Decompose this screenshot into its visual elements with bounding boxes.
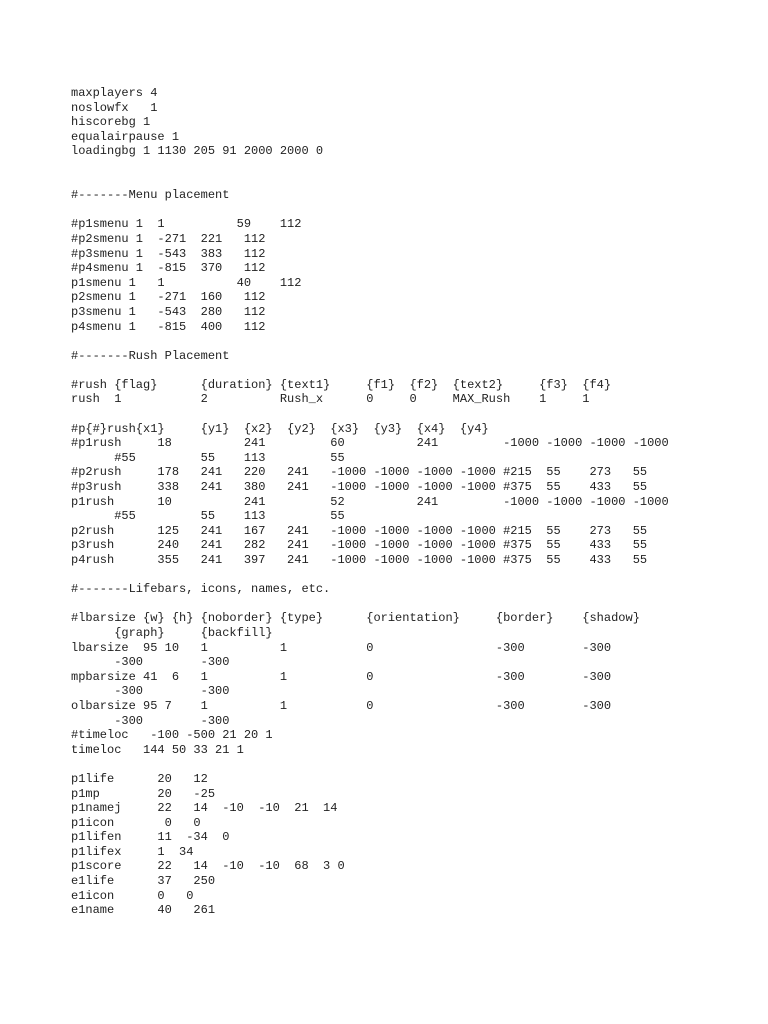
- blank-line: [71, 159, 669, 174]
- text-line: #55 55 113 55: [71, 509, 345, 524]
- text-line: -300 -300: [71, 713, 230, 728]
- text-line: p3rush 240 241 282 241 -1000 -1000 -1000 -1000 #375 55 433 55: [71, 538, 648, 553]
- text-line: p1lifex 1 34: [71, 844, 194, 859]
- text-line: #-------Rush Placement: [71, 348, 230, 363]
- blank-line: [71, 203, 669, 218]
- text-line: #p3rush 338 241 380 241 -1000 -1000 -1000 -1000 #375 55 433 55: [71, 480, 648, 495]
- text-line: mpbarsize 41 6 1 1 0 -300 -300: [71, 669, 612, 684]
- text-line: #p2smenu 1 -271 221 112: [71, 231, 266, 246]
- text-line: p1rush 10 241 52 241 -1000 -1000 -1000 -1000: [71, 494, 669, 509]
- text-line: p1life 20 12: [71, 771, 208, 786]
- text-line: p1icon 0 0: [71, 815, 201, 830]
- text-line: #55 55 113 55: [71, 450, 345, 465]
- text-line: p1smenu 1 1 40 112: [71, 275, 302, 290]
- blank-line: [71, 597, 669, 612]
- text-line: maxplayers 4: [71, 86, 158, 100]
- text-line: timeloc 144 50 33 21 1: [71, 742, 244, 757]
- text-line: e1icon 0 0: [71, 888, 194, 903]
- text-line: #p2rush 178 241 220 241 -1000 -1000 -1000 -1000 #215 55 273 55: [71, 465, 648, 480]
- text-line: #p{#}rush{x1} {y1} {x2} {y2} {x3} {y3} {x4} {y4}: [71, 421, 489, 436]
- text-line: #rush {flag} {duration} {text1} {f1} {f2} {text2} {f3} {f4}: [71, 377, 612, 392]
- blank-line: [71, 757, 669, 772]
- blank-line: [71, 568, 669, 583]
- text-line: #p1rush 18 241 60 241 -1000 -1000 -1000 -1000: [71, 436, 669, 451]
- text-line: lbarsize 95 10 1 1 0 -300 -300: [71, 640, 612, 655]
- text-line: #p4smenu 1 -815 370 112: [71, 261, 266, 276]
- text-line: p4rush 355 241 397 241 -1000 -1000 -1000 -1000 #375 55 433 55: [71, 553, 648, 567]
- text-line: p1lifen 11 -34 0: [71, 830, 230, 845]
- text-line: e1life 37 250: [71, 874, 216, 889]
- text-line: noslowfx 1: [71, 100, 158, 115]
- text-line: olbarsize 95 7 1 1 0 -300 -300: [71, 698, 612, 713]
- text-line: #-------Menu placement: [71, 188, 230, 203]
- text-line: {graph} {backfill}: [71, 625, 273, 640]
- config-text: [71, 86, 669, 918]
- text-line: p2rush 125 241 167 241 -1000 -1000 -1000 -1000 #215 55 273 55: [71, 523, 648, 538]
- text-line: p1score 22 14 -10 -10 68 3 0: [71, 859, 345, 874]
- text-line: p4smenu 1 -815 400 112: [71, 319, 266, 334]
- blank-line: [71, 363, 669, 378]
- text-line: p1namej 22 14 -10 -10 21 14: [71, 801, 338, 816]
- text-line: loadingbg 1 1130 205 91 2000 2000 0: [71, 144, 324, 159]
- text-line: e1name 40 261: [71, 903, 216, 918]
- text-line: #p3smenu 1 -543 383 112: [71, 246, 266, 261]
- text-line: equalairpause 1: [71, 129, 180, 144]
- text-line: p2smenu 1 -271 160 112: [71, 290, 266, 305]
- blank-line: [71, 174, 669, 189]
- text-line: hiscorebg 1: [71, 115, 151, 130]
- text-line: -300 -300: [71, 655, 230, 670]
- text-line: p3smenu 1 -543 280 112: [71, 304, 266, 319]
- blank-line: [71, 334, 669, 349]
- text-line: -300 -300: [71, 684, 230, 699]
- text-line: #p1smenu 1 1 59 112: [71, 217, 302, 232]
- text-line: #-------Lifebars, icons, names, etc.: [71, 582, 331, 597]
- text-line: rush 1 2 Rush_x 0 0 MAX_Rush 1 1: [71, 392, 590, 407]
- blank-line: [71, 407, 669, 422]
- text-line: p1mp 20 -25: [71, 786, 216, 801]
- text-line: #lbarsize {w} {h} {noborder} {type} {orientation} {border} {shadow}: [71, 611, 640, 626]
- text-line: #timeloc -100 -500 21 20 1: [71, 728, 273, 743]
